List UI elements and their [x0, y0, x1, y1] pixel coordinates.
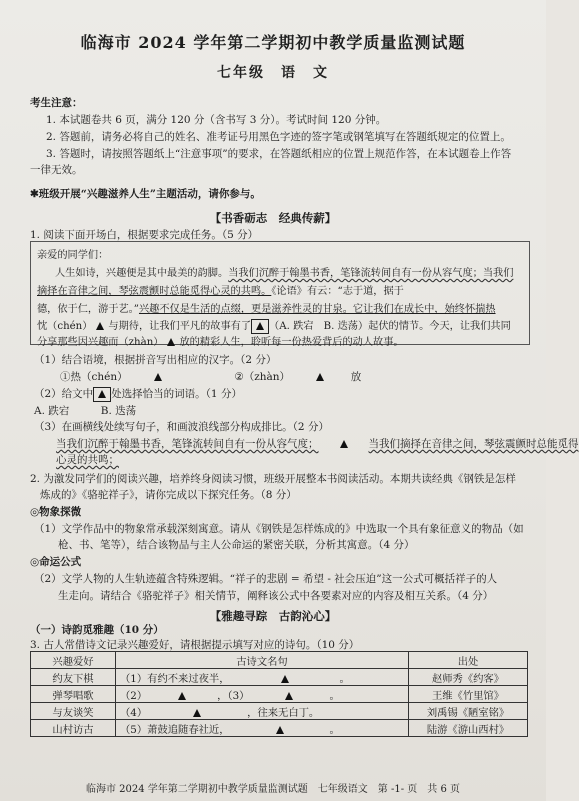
row-hobby: 约友下棋 [31, 669, 116, 686]
row-verse [116, 703, 409, 720]
notice-line-2: 2. 答题前，请务必将自己的姓名、准考证号用黑色字迹的签字笔或钢笔填写在答题纸规定的位置上。 [46, 131, 511, 143]
subquestion-2-options: A. 跌宕 B. 迭荡 [34, 405, 137, 417]
verse-text: （4） [120, 706, 148, 719]
passage-l3b: 兴趣不仅是生活的点缀，更是滋养性灵的甘泉。它让我们在成长中，始终怀揣热 [138, 304, 496, 315]
blank-triangle-icon [98, 390, 106, 398]
passage-l2a: 摘择在音律之间，琴弦震颤时总能觅得心灵的共鸣。 [37, 286, 272, 297]
blank-triangle-icon [154, 373, 162, 381]
passage-l5b: （zhàn） [118, 337, 164, 348]
exam-subtitle: 七年级 语 文 [217, 65, 329, 81]
passage-l4b: 与期待，让我们平凡的故事有了 [108, 321, 252, 332]
row-source: 王维《竹里馆》 [409, 686, 528, 703]
passage-l1b: 当我们沉醉于翰墨书香，笔锋流转间自有一份从容气度；当我们 [228, 268, 514, 279]
blank-triangle-icon [285, 692, 293, 700]
question-3: 3. 古人常借诗文记录兴趣爱好，请根据提示填写对应的诗句。（10 分） [30, 639, 360, 651]
table-row [31, 703, 528, 720]
verse-text: （1）有约不来过夜半， [120, 672, 230, 685]
answer-1b-label: ②（zhàn） [234, 371, 291, 383]
notice-line-3: 3. 答题时，请按照答题纸上“注意事项”的要求，在答题纸相应的位置上规范作答，在本试题卷上作答 [46, 148, 512, 160]
task-fate-line2: 生走向。请结合《骆驼祥子》相关情节，阐释该公式中各要素对应的内容及相互关系。（4 分） [58, 590, 494, 602]
answer-1b-blank[interactable] [293, 371, 347, 383]
passage-l2b: 《论语》有云：“志于道，据于 [271, 286, 404, 297]
header-source: 出处 [409, 652, 528, 669]
answer-1a-blank[interactable] [131, 371, 185, 383]
blank-triangle-icon [193, 709, 201, 717]
blank-triangle-icon [167, 338, 175, 346]
verse-text: （5）萧鼓追随春社近， [120, 723, 230, 736]
subquestion-2a: （2）给文中 [34, 388, 94, 400]
header-verse: 古诗文名句 [116, 652, 409, 669]
subquestion-1: （1）结合语境，根据拼音写出相应的汉字。（2 分） [34, 354, 277, 366]
subquestion-2b: 处选择恰当的词语。（1 分） [111, 388, 242, 400]
boxed-blank [251, 319, 269, 334]
blank-triangle-icon [276, 726, 284, 734]
passage-l5c: 放的精彩人生，聆听每一份热爱背后的动人故事。 [179, 337, 404, 348]
notice-line-3b: 一律无效。 [30, 164, 83, 176]
task-fate-line1: （2）文学人物的人生轨迹蕴含特殊逻辑。“祥子的悲剧 = 希望 - 社会压迫”这一公式可概括祥子的人 [34, 573, 498, 585]
verse-blank[interactable] [230, 673, 340, 685]
task-object-heading: ◎物象探微 [30, 506, 82, 518]
table-row [31, 686, 528, 703]
question-2-line1: 2. 为激发同学们的阅读兴趣，培养终身阅读习惯，班级开展整本书阅读活动。本期共读经典《钢铁是怎样 [30, 473, 516, 485]
row-hobby: 山村访古 [31, 720, 116, 737]
verse-blank[interactable] [249, 690, 329, 702]
part1-heading: （一）诗韵觅雅趣（10 分） [30, 624, 164, 636]
answer-1a-label: ①热（chén） [60, 371, 128, 383]
row-verse: （1）有约不来过夜半， 。 [116, 669, 409, 686]
section2-heading: 【雅趣寻踪 古韵沁心】 [209, 609, 337, 623]
task-fate-heading: ◎命运公式 [30, 556, 82, 568]
subquestion-3: （3）在画横线处续写句子，和画波浪线部分构成排比。（2 分） [34, 421, 329, 433]
opening-passage [30, 241, 530, 348]
verse-text: ，（3） [217, 689, 250, 702]
passage-l4a: 忱（chén） [37, 321, 93, 332]
row-verse: （5）萧鼓追随春社近， 。 [116, 720, 409, 737]
passage-l5a: 分享那些因兴趣而 [37, 337, 119, 348]
blank-triangle-icon [340, 440, 348, 448]
blank-triangle-icon [96, 322, 104, 330]
row-verse: （2） ，（3） 。 [116, 686, 409, 703]
blank-triangle-icon [256, 322, 264, 330]
sub3-blank[interactable] [319, 438, 369, 450]
boxed-blank [93, 387, 111, 402]
section1-heading: 【书香砺志 经典传薪】 [209, 211, 337, 225]
question-2-line2: 炼成的》《骆驼祥子》，请你完成以下探究任务。（8 分） [40, 489, 297, 501]
poem-table-header [31, 652, 528, 669]
page-footer: 临海市 2024 学年第二学期初中教学质量监测试题 七年级语文 第 -1- 页 共 6 页 [85, 784, 460, 795]
poem-table [30, 651, 528, 737]
row-hobby: 与友谈笑 [31, 703, 116, 720]
activity-intro: ✱班级开展“兴趣滋养人生”主题活动，请你参与。 [30, 188, 261, 200]
notice-heading: 考生注意： [30, 97, 83, 109]
blank-triangle-icon [281, 675, 289, 683]
task-object-line1: （1）文学作品中的物象常承载深刻寓意。请从《钢铁是怎样炼成的》中选取一个具有象征意义的物品（如 [34, 523, 524, 535]
blank-triangle-icon [178, 692, 186, 700]
table-row [31, 720, 528, 737]
verse-blank[interactable] [147, 707, 247, 719]
exam-title: 临海市 2024 学年第二学期初中教学质量监测试题 [80, 33, 466, 52]
answer-1b-suffix: 放 [350, 371, 362, 383]
task-object-line2: 枪、书、笔等），结合该物品与主人公命运的紧密关联，分析其寓意。（4 分） [58, 539, 415, 551]
row-source: 赵师秀《约客》 [409, 669, 528, 686]
row-source: 刘禹锡《陋室铭》 [409, 703, 528, 720]
sub3-line1a: 当我们沉醉于翰墨书香，笔锋流转间自有一份从容气度； [56, 438, 319, 450]
verse-text: （2） [120, 689, 148, 702]
table-row [31, 669, 528, 686]
sub3-line1b: 当我们摘择在音律之间，琴弦震颤时总能觅得 [368, 438, 579, 450]
verse-blank[interactable] [147, 690, 217, 702]
row-hobby: 弹琴唱歌 [31, 686, 116, 703]
passage-l4c: （A. 跌宕 B. 迭荡）起伏的情节。今天，让我们共同 [269, 321, 511, 332]
row-source: 陆游《游山西村》 [409, 720, 528, 737]
passage-greeting: 亲爱的同学们： [37, 250, 109, 261]
passage-l1a: 人生如诗，兴趣便是其中最美的韵脚。 [55, 268, 229, 279]
verse-blank[interactable] [230, 724, 330, 736]
notice-line-1: 1. 本试题卷共 6 页，满分 120 分（含书写 3 分）。考试时间 120 分钟。 [46, 114, 387, 126]
verse-text: ，往来无白丁。 [247, 706, 320, 719]
blank-triangle-icon [316, 373, 324, 381]
sub3-line2: 心灵的共鸣； [56, 454, 119, 466]
header-hobby: 兴趣爱好 [31, 652, 116, 669]
question-1: 1. 阅读下面开场白，根据要求完成任务。（5 分） [30, 229, 259, 241]
passage-l3a: 德，依于仁，游于艺。” [37, 304, 139, 315]
